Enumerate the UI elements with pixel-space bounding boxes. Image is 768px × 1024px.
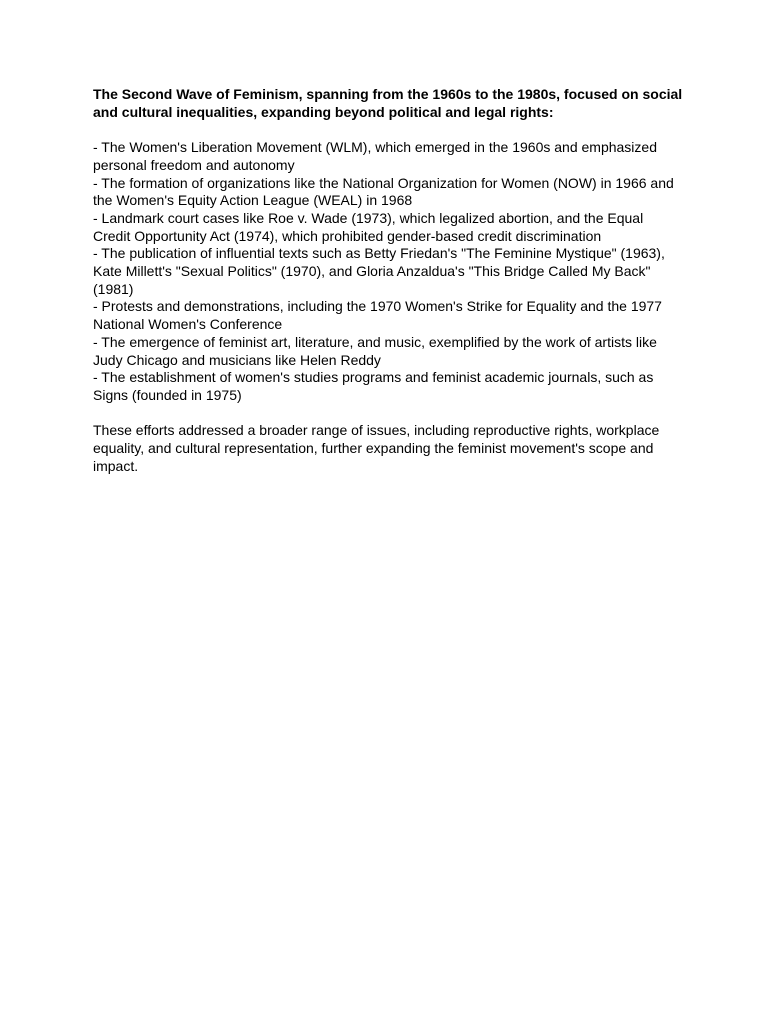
paragraph-spacer (93, 405, 683, 423)
list-item: - The publication of influential texts such as Betty Friedan's "The Feminine Mystique" (1963), Kate Millett's "Sexual Politics" (1970), and Gloria Anzaldua's "This Bridge Called My Back" (1981) (93, 245, 665, 297)
document-body (93, 86, 683, 475)
paragraph-spacer (93, 121, 683, 139)
list-item: - The Women's Liberation Movement (WLM), which emerged in the 1960s and emphasized personal freedom and autonomy (93, 139, 657, 173)
list-item: - The emergence of feminist art, literature, and music, exemplified by the work of artists like Judy Chicago and musicians like Helen Reddy (93, 333, 657, 368)
list-item: - Landmark court cases like Roe v. Wade (1973), which legalized abortion, and the Equal Credit Opportunity Act (1974), which prohibited gender-based credit discrimination (93, 209, 644, 244)
closing-paragraph: These efforts addressed a broader range of issues, including reproductive rights, workplace equality, and cultural representation, further expanding the feminist movement's scope and impact. (93, 422, 660, 474)
list-item: - The establishment of women's studies programs and feminist academic journals, such as Signs (founded in 1975) (93, 369, 654, 403)
list-item: - The formation of organizations like the National Organization for Women (NOW) in 1966 and the Women's Equity Action League (WEAL) in 1968 (93, 174, 674, 209)
list-item: - Protests and demonstrations, including the 1970 Women's Strike for Equality and the 1977 National Women's Conference (93, 298, 662, 333)
document-heading: The Second Wave of Feminism, spanning from the 1960s to the 1980s, focused on social and cultural inequalities, expanding beyond political and legal rights: (93, 86, 683, 120)
bullet-list (93, 139, 683, 405)
